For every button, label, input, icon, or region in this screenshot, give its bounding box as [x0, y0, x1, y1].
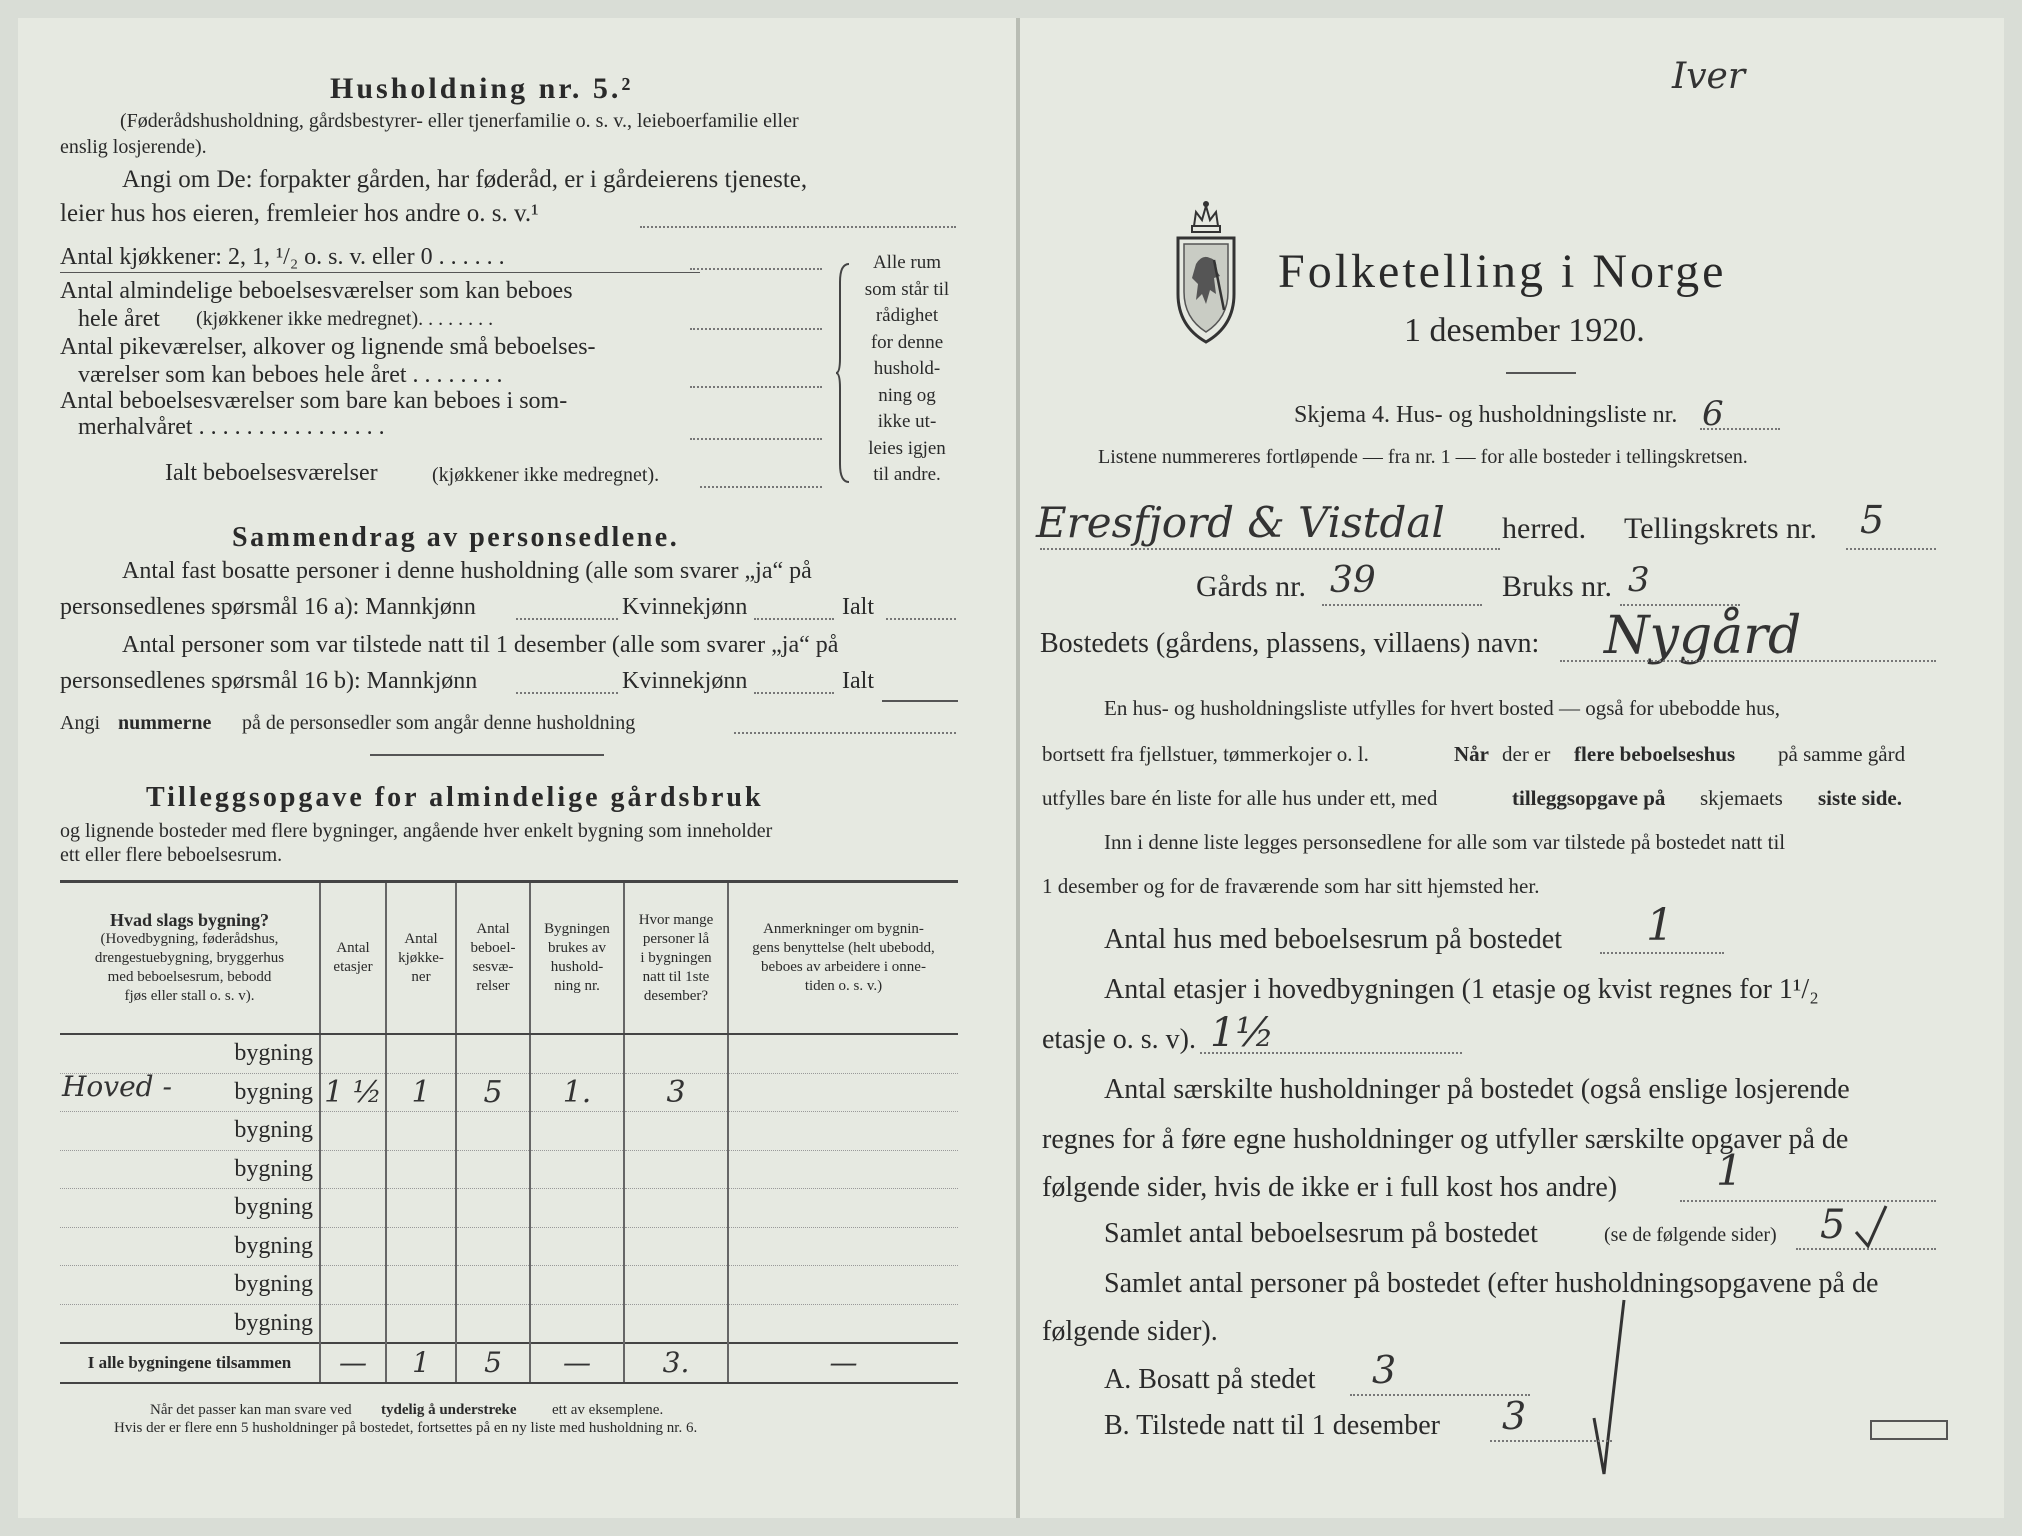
q-ordinary-rooms-2b: (kjøkkener ikke medregnet). . . . . . . .: [196, 308, 494, 330]
header-line: med beboelsesrum, bebodd: [107, 968, 272, 985]
schema-number-value: 6: [1702, 394, 1724, 434]
farm-no-label: Gårds nr.: [1196, 570, 1306, 603]
building-row-label: bygning: [234, 1117, 313, 1144]
q-present-label: B. Tilstede natt til 1 desember: [1104, 1410, 1440, 1441]
title-rule: [1506, 372, 1576, 374]
header-line: ner: [411, 968, 431, 985]
header-line: natt til 1ste: [642, 968, 710, 985]
table-row: [60, 1304, 958, 1343]
header-line: i bygningen: [640, 949, 712, 966]
header-line: desember?: [643, 987, 709, 1004]
section-divider: [370, 754, 604, 756]
table-body: [60, 1034, 958, 1383]
header-line: tiden o. s. v.): [804, 978, 883, 994]
header-line: fjøs eller stall o. s. v).: [124, 987, 255, 1004]
header-line: gens benyttelse (helt ubebodd,: [752, 940, 935, 956]
summary-male-line: [516, 618, 618, 620]
angi-line1: Angi om De: forpakter gården, har føderåd, er i gårdeierens tjeneste,: [122, 166, 808, 193]
header-line: kjøkke-: [398, 949, 444, 966]
table-cell: [624, 1266, 728, 1305]
q-ordinary-rooms-2: hele året: [78, 306, 160, 332]
q-persons-line2: følgende sider).: [1042, 1316, 1218, 1347]
summary-title: Sammendrag av personsedlene.: [232, 522, 680, 553]
q-persons-line1: Samlet antal personer på bostedet (efter husholdningsopgavene på de: [1104, 1268, 1879, 1299]
table-cell: [320, 1112, 386, 1151]
building-type-cell: [60, 1266, 320, 1305]
instr-line2e: på samme gård: [1778, 742, 1906, 766]
table-cell: [530, 1034, 624, 1073]
table-cell: [530, 1304, 624, 1343]
cell-value: 1.: [562, 1074, 592, 1110]
table-cell: [728, 1189, 958, 1228]
table-cell: [456, 1150, 530, 1189]
q-small-rooms-2: værelser som kan beboes hele året . . . . . . . .: [78, 362, 503, 388]
census-date: 1 desember 1920.: [1404, 312, 1645, 349]
table-cell: [386, 1304, 456, 1343]
cell-value: 1: [411, 1074, 431, 1110]
table-cell: [728, 1266, 958, 1305]
farm-no-value: 39: [1330, 560, 1376, 601]
side-note-line: leies igjen: [868, 437, 946, 459]
header-remarks: [728, 882, 958, 1035]
norway-coat-of-arms-icon: [1170, 198, 1242, 348]
building-row-label: bygning: [234, 1271, 313, 1298]
q-present-line: [1490, 1440, 1612, 1442]
summary-line2: personsedlenes spørsmål 16 a): Mannkjønn: [60, 594, 476, 620]
household-title: Husholdning nr. 5.²: [330, 72, 634, 105]
header-line: personer lå: [642, 930, 710, 947]
table-cell: [386, 1266, 456, 1305]
q-households-value: 1: [1716, 1146, 1743, 1195]
table-row: [60, 1034, 958, 1073]
district-line: [1846, 548, 1936, 550]
instr-line1: En hus- og husholdningsliste utfylles for hvert bosted — også for ubebodde hus,: [1104, 696, 1780, 720]
header-line: Bygningen: [544, 921, 610, 937]
table-total-row: [60, 1343, 958, 1383]
census-title: Folketelling i Norge: [1278, 245, 1727, 298]
table-cell: [320, 1304, 386, 1343]
header-line: sesvæ-: [472, 959, 514, 975]
footnote-2: Hvis der er flere enn 5 husholdninger på bostedet, fortsettes på en ny liste med husholdning nr. 6.: [114, 1420, 698, 1436]
summary-present-female-line: [754, 692, 834, 694]
table-cell: [728, 1112, 958, 1151]
cell-value: 1 ½: [324, 1074, 382, 1110]
table-cell: [456, 1266, 530, 1305]
q-ordinary-rooms-line: [690, 328, 822, 330]
header-line: beboel-: [470, 940, 516, 956]
total-label: I alle bygningene tilsammen: [60, 1343, 320, 1383]
summary-female-line: [754, 618, 834, 620]
q-kitchens-rule: [60, 272, 700, 273]
total-value: 5: [484, 1346, 502, 1380]
corner-handwriting: Iver: [1672, 56, 1746, 97]
q-houses-value: 1: [1646, 900, 1674, 951]
table-cell: [624, 1227, 728, 1266]
q-kitchens: Antal kjøkkener: 2, 1, ¹/₂ o. s. v. eller 0 . . . . . .: [60, 244, 505, 270]
instr-line3c: skjemaets: [1700, 786, 1783, 810]
footnote-1c: ett av eksemplene.: [552, 1402, 664, 1418]
residence-name-value: Nygård: [1604, 606, 1802, 666]
summary-line5a: Angi: [60, 712, 100, 734]
header-line: ning nr.: [554, 978, 600, 994]
summary-present-male-line: [516, 692, 618, 694]
header-line: Hvad slags bygning?: [109, 909, 270, 930]
q-total-rooms-value: 5: [1820, 1202, 1846, 1248]
building-row-label: bygning: [234, 1309, 313, 1336]
q-households-line1: Antal særskilte husholdninger på bostedet (også enslige losjerende: [1104, 1074, 1850, 1105]
instr-line2d: flere beboelseshus: [1574, 742, 1736, 766]
summary-numbers-line: [734, 732, 956, 734]
table-cell: [456, 1304, 530, 1343]
q-houses-label: Antal hus med beboelsesrum på bostedet: [1104, 924, 1563, 955]
q-summer-rooms-1: Antal beboelsesværelser som bare kan beboes i som-: [60, 388, 568, 414]
buildings-table: [60, 880, 958, 1384]
total-value: —: [829, 1346, 858, 1380]
building-type-cell: [60, 1189, 320, 1228]
q-resident-label: A. Bosatt på stedet: [1104, 1364, 1316, 1395]
side-note-line: rådighet: [875, 305, 939, 326]
pencil-check-mark-icon: [1590, 1296, 1630, 1486]
q-summer-rooms-2: merhalvåret . . . . . . . . . . . . . . . .: [78, 414, 385, 440]
supplement-line2: ett eller flere beboelsesrum.: [60, 844, 283, 866]
table-row: [60, 1150, 958, 1189]
table-cell: [624, 1189, 728, 1228]
building-type-cell: [60, 1304, 320, 1343]
table-cell: [320, 1150, 386, 1189]
total-cell: [456, 1343, 530, 1383]
q-resident-value: 3: [1372, 1348, 1397, 1392]
q-summer-rooms-line: [690, 438, 822, 440]
summary-line4: personsedlenes spørsmål 16 b): Mannkjønn: [60, 668, 478, 694]
header-kitchens: [386, 882, 456, 1035]
numbering-note: Listene nummereres fortløpende — fra nr. 1 — for alle bosteder i tellingskretsen.: [1098, 446, 1748, 468]
holding-no-label: Bruks nr.: [1502, 570, 1613, 603]
cell-value: 3: [666, 1074, 686, 1110]
summary-line5b: nummerne: [118, 712, 212, 734]
building-row-label: bygning: [234, 1155, 313, 1182]
q-floors-value: 1½: [1210, 1010, 1275, 1056]
table-cell: [386, 1112, 456, 1151]
supplement-line1: og lignende bosteder med flere bygninger, angående hver enkelt bygning som inneholder: [60, 820, 773, 842]
header-line: Hvor mange: [638, 911, 714, 928]
header-line: beboes av arbeidere i onne-: [761, 959, 926, 975]
total-cell: [624, 1343, 728, 1383]
table-cell: [728, 1150, 958, 1189]
table-cell: [530, 1227, 624, 1266]
table-cell: [624, 1034, 728, 1073]
header-line: (Hovedbygning, føderådshus,: [100, 930, 279, 947]
header-line: hushold-: [550, 959, 604, 975]
schema-line: Skjema 4. Hus- og husholdningsliste nr.: [1294, 402, 1678, 428]
instr-line2a: bortsett fra fjellstuer, tømmerkojer o. l.: [1042, 742, 1369, 766]
cell-value: 5: [483, 1074, 503, 1110]
q-houses-line: [1600, 952, 1724, 954]
table-cell: [386, 1034, 456, 1073]
table-cell: [624, 1112, 728, 1151]
footnote-1b: tydelig å understreke: [381, 1402, 517, 1418]
table-cell: [530, 1150, 624, 1189]
building-type-cell: [60, 1069, 320, 1112]
header-line: Antal: [336, 940, 370, 956]
table-cell: [456, 1034, 530, 1073]
footnote-1a: Når det passer kan man svare ved: [150, 1402, 352, 1418]
total-cell: [320, 1343, 386, 1383]
q-total-rooms-note: (se de følgende sider): [1604, 1224, 1777, 1246]
instr-line3d: siste side.: [1818, 786, 1902, 810]
q-total-rooms-line: [1796, 1248, 1936, 1250]
building-type-cell: [60, 1227, 320, 1266]
summary-line1: Antal fast bosatte personer i denne husholdning (alle som svarer „ja“ på: [122, 558, 812, 584]
header-rooms: [456, 882, 530, 1035]
instr-line4: Inn i denne liste legges personsedlene for alle som var tilstede på bostedet natt til: [1104, 830, 1786, 854]
rooms-brace: [836, 262, 852, 484]
table-cell: [530, 1266, 624, 1305]
table-cell: [320, 1227, 386, 1266]
table-cell: [456, 1112, 530, 1151]
header-line: drengestuebygning, bryggerhus: [94, 949, 285, 966]
header-persons: [624, 882, 728, 1035]
building-type-cell: [60, 1034, 320, 1073]
municipality-line: [1040, 548, 1500, 550]
building-row-label: bygning: [234, 1232, 313, 1259]
q-total-rooms-label: Samlet antal beboelsesrum på bostedet: [1104, 1218, 1538, 1249]
q-small-rooms-1: Antal pikeværelser, alkover og lignende små beboelses-: [60, 334, 596, 360]
building-type-cell: [60, 1150, 320, 1189]
header-line: relser: [476, 978, 510, 994]
summary-present-total-label: Ialt: [842, 668, 874, 694]
side-note-line: som står til: [864, 278, 950, 300]
q-kitchens-line: [690, 268, 822, 270]
side-note-line: hushold-: [873, 358, 941, 379]
residence-name-label: Bostedets (gårdens, plassens, villaens) navn:: [1040, 628, 1540, 659]
table-cell: [624, 1073, 728, 1112]
total-cell: [530, 1343, 624, 1383]
building-row-label: bygning: [234, 1078, 313, 1105]
q-ordinary-rooms-1: Antal almindelige beboelsesværelser som kan beboes: [60, 278, 573, 304]
instr-line3a: utfylles bare én liste for alle hus under ett, med: [1042, 786, 1438, 810]
header-line: Anmerkninger om bygnin-: [763, 921, 924, 937]
q-floors-line2: etasje o. s. v).: [1042, 1024, 1196, 1055]
table-cell: [320, 1073, 386, 1112]
side-note-line: ikke ut-: [877, 411, 937, 432]
q-households-line2: regnes for å føre egne husholdninger og utfyller særskilte opgaver på de: [1042, 1124, 1849, 1155]
table-cell: [728, 1304, 958, 1343]
header-line: brukes av: [548, 940, 606, 956]
summary-female-label: Kvinnekjønn: [622, 594, 748, 620]
instr-line2c: der er: [1502, 742, 1551, 766]
header-line: etasjer: [333, 959, 373, 975]
header-floors: [320, 882, 386, 1035]
total-value: 1: [412, 1346, 430, 1380]
table-row: [60, 1227, 958, 1266]
q-households-line3: følgende sider, hvis de ikke er i full kost hos andre): [1042, 1172, 1618, 1203]
table-row: [60, 1073, 958, 1112]
summary-total-label: Ialt: [842, 594, 874, 620]
q-floors-line1: Antal etasjer i hovedbygningen (1 etasje og kvist regnes for 1¹/₂: [1104, 974, 1819, 1005]
table-cell: [320, 1266, 386, 1305]
table-row: [60, 1112, 958, 1151]
printer-stamp: [1870, 1420, 1948, 1440]
angi-answer-line: [640, 226, 956, 228]
household-intro-line2: enslig losjerende).: [60, 136, 207, 158]
table-row: [60, 1189, 958, 1228]
schema-number-line: [1700, 428, 1780, 430]
instr-line5: 1 desember og for de fraværende som har sitt hjemsted her.: [1042, 874, 1540, 898]
farm-no-line: [1322, 604, 1482, 606]
table-cell: [624, 1304, 728, 1343]
q-total-rooms: Ialt beboelsesværelser: [165, 460, 378, 486]
total-value: —: [339, 1346, 367, 1380]
q-households-line: [1680, 1200, 1936, 1202]
table-cell: [456, 1189, 530, 1228]
building-row-label: bygning: [234, 1040, 313, 1067]
municipality-value: Eresfjord & Vistdal: [1036, 498, 1445, 547]
table-header-row: [60, 882, 958, 1035]
holding-no-value: 3: [1628, 560, 1650, 600]
building-type-cell: [60, 1112, 320, 1151]
checkmark-icon: [1852, 1202, 1892, 1250]
side-note-line: for denne: [870, 331, 944, 353]
q-floors-line: [1200, 1052, 1462, 1054]
table-cell: [386, 1073, 456, 1112]
table-cell: [320, 1034, 386, 1073]
table-cell: [530, 1189, 624, 1228]
instr-line2b: Når: [1454, 742, 1489, 766]
summary-present-female-label: Kvinnekjønn: [622, 668, 748, 694]
q-present-value: 3: [1502, 1394, 1527, 1438]
table-cell: [624, 1150, 728, 1189]
summary-total-line: [886, 618, 956, 620]
summary-line3: Antal personer som var tilstede natt til 1 desember (alle som svarer „ja“ på: [122, 632, 839, 658]
table-cell: [530, 1073, 624, 1112]
table-cell: [728, 1227, 958, 1266]
table-cell: [386, 1227, 456, 1266]
total-cell: [386, 1343, 456, 1383]
q-small-rooms-line: [690, 386, 822, 388]
instr-line3b: tilleggsopgave på: [1512, 786, 1666, 810]
header-building-type: [60, 882, 320, 1035]
summary-present-total-line: [882, 700, 958, 702]
side-note-line: til andre.: [873, 464, 941, 485]
header-line: Antal: [404, 930, 438, 947]
header-line: Antal: [476, 921, 510, 937]
district-value: 5: [1860, 498, 1885, 542]
table-cell: [386, 1150, 456, 1189]
side-note-line: Alle rum: [872, 252, 942, 273]
table-cell: [456, 1073, 530, 1112]
angi-line2: leier hus hos eieren, fremleier hos andre o. s. v.¹: [60, 200, 539, 227]
residence-name-line: [1560, 660, 1936, 662]
table-cell: [456, 1227, 530, 1266]
building-row-label: bygning: [234, 1194, 313, 1221]
municipality-label: herred.: [1502, 512, 1587, 545]
table-row: [60, 1266, 958, 1305]
supplement-title: Tilleggsopgave for almindelige gårdsbruk: [146, 782, 764, 813]
total-value: 3.: [662, 1346, 690, 1380]
side-note-line: ning og: [878, 384, 936, 406]
rooms-side-note: [852, 250, 962, 489]
header-household-no: [530, 882, 624, 1035]
total-value: —: [563, 1346, 591, 1380]
total-cell: [728, 1343, 958, 1383]
household-intro-line1: (Føderådshusholdning, gårdsbestyrer- eller tjenerfamilie o. s. v., leieboerfamilie eller: [120, 110, 799, 132]
summary-line5c: på de personsedler som angår denne husholdning: [242, 712, 636, 734]
table-cell: [386, 1189, 456, 1228]
q-total-rooms-line: [700, 486, 822, 488]
table-cell: [728, 1034, 958, 1073]
table-cell: [530, 1112, 624, 1151]
district-label: Tellingskrets nr.: [1624, 512, 1817, 545]
building-type-value: Hoved -: [62, 1069, 172, 1103]
q-total-rooms-b: (kjøkkener ikke medregnet).: [432, 464, 660, 486]
table-cell: [320, 1189, 386, 1228]
table-cell: [728, 1073, 958, 1112]
